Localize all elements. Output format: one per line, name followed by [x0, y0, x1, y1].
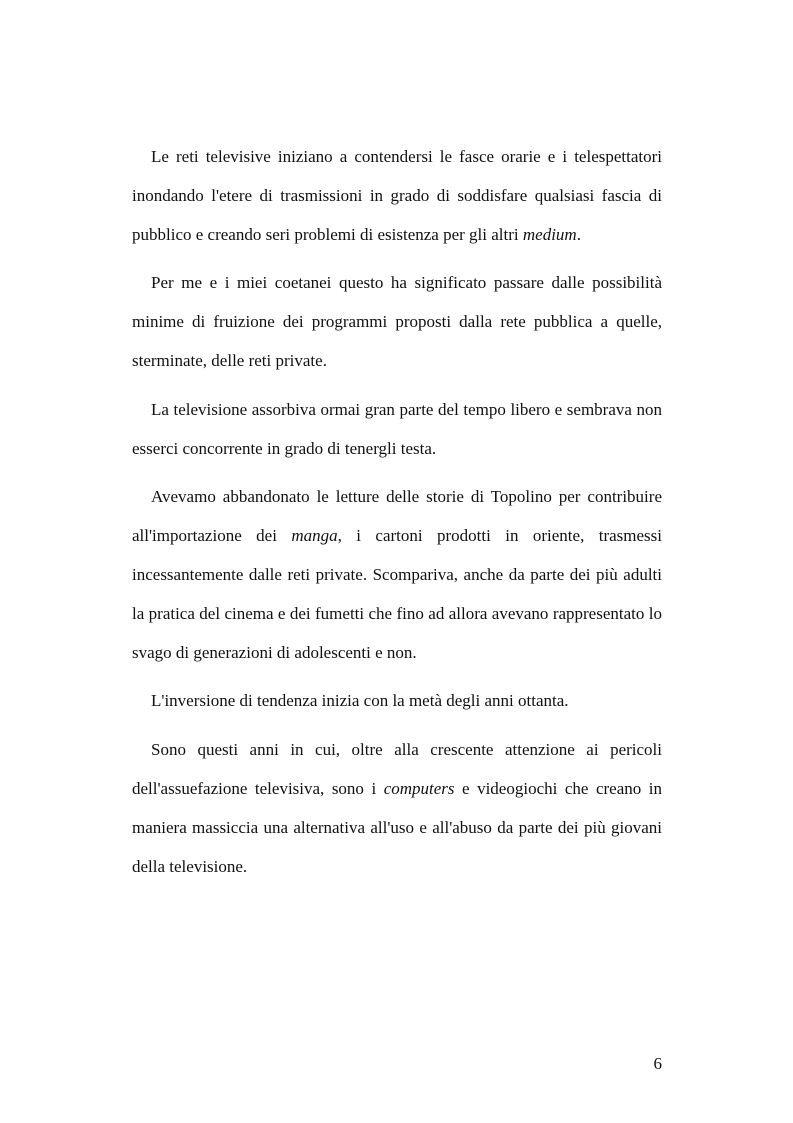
italic-term: medium — [522, 224, 577, 244]
paragraph-4 — [132, 478, 662, 672]
paragraph-text: La televisione assorbiva ormai gran parte del tempo libero e sembrava non esserci concorrente in grado di tenergli testa. — [132, 399, 662, 458]
paragraph-text: e videogiochi che creano in maniera massiccia una alternativa all'uso e all'abuso da parte dei più giovani della televisione. — [132, 778, 662, 876]
paragraph-text: . — [576, 224, 581, 244]
italic-term: manga — [291, 526, 338, 546]
paragraph-1 — [132, 138, 662, 254]
paragraph-3 — [132, 391, 662, 469]
paragraph-text: , i cartoni prodotti in oriente, trasmessi incessantemente dalle reti private. Scompariva, anche da parte dei più adulti la pratica del cinema e dei fumetti che fino ad allora avevano rappresentato lo svago di generazioni di adolescenti e non. — [132, 526, 662, 662]
paragraph-6 — [132, 731, 662, 886]
paragraph-text: L'inversione di tendenza inizia con la metà degli anni ottanta. — [151, 691, 569, 711]
italic-term: computers — [383, 778, 455, 798]
paragraph-text: Per me e i miei coetanei questo ha significato passare dalle possibilità minime di fruizione dei programmi proposti dalla rete pubblica a quelle, sterminate, delle reti private. — [132, 273, 662, 370]
paragraph-text: Sono questi anni in cui, oltre alla crescente attenzione ai pericoli dell'assuefazione televisiva, sono i — [132, 740, 662, 798]
document-body — [132, 138, 662, 896]
paragraph-5 — [132, 682, 662, 721]
page-number: 6 — [653, 1054, 662, 1073]
paragraph-2 — [132, 264, 662, 380]
paragraph-text: Avevamo abbandonato le letture delle storie di Topolino per contribuire all'importazione dei — [132, 487, 662, 546]
paragraph-text: Le reti televisive iniziano a contendersi le fasce orarie e i telespettatori inondando l'etere di trasmissioni in grado di soddisfare qualsiasi fascia di pubblico e creando seri problemi di esistenza per gli altri — [132, 147, 662, 244]
